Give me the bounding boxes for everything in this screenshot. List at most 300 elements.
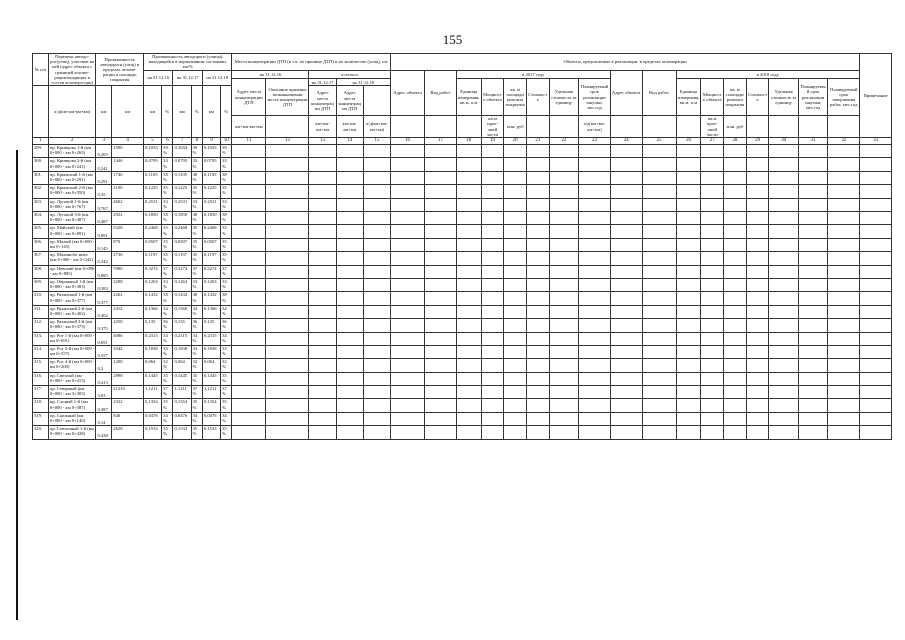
empty-cell: [724, 359, 747, 372]
empty-cell: [860, 225, 892, 238]
empty-cell: [425, 252, 457, 265]
column-number: 19: [481, 138, 504, 145]
cell-len: 1590: [112, 145, 144, 158]
header-ostalos: осталось: [309, 70, 391, 79]
header-km-1: км: [96, 86, 112, 138]
empty-cell: [425, 332, 457, 345]
cell-name: пр. Невский (км 0+000 - км 0+885): [48, 265, 96, 278]
empty-cell: [769, 412, 798, 425]
empty-cell: [798, 198, 827, 211]
empty-cell: [579, 171, 611, 184]
header-sub-2016: на 31.12.16: [232, 70, 309, 79]
empty-cell: [676, 305, 701, 318]
cell-p16: 35%: [162, 225, 173, 238]
empty-cell: [336, 185, 363, 198]
empty-cell: [266, 211, 309, 224]
empty-cell: [456, 332, 481, 345]
empty-cell: [724, 319, 747, 332]
cell-k18: 0,0507: [202, 238, 220, 251]
empty-cell: [610, 185, 642, 198]
cell-p18: 35%: [221, 225, 232, 238]
cell-p16: 38%: [162, 211, 173, 224]
column-number: 10: [221, 138, 232, 145]
cell-kod: 0,691: [96, 332, 112, 345]
table-row: [33, 171, 892, 184]
empty-cell: [860, 185, 892, 198]
cell-p17: 34%: [191, 332, 202, 345]
empty-cell: [579, 225, 611, 238]
empty-cell: [746, 345, 769, 358]
header-reason-conc: Описание причины возникновения места концентрации ДТП: [266, 79, 309, 116]
table-row: [33, 158, 892, 171]
empty-cell: [769, 211, 798, 224]
empty-cell: [456, 252, 481, 265]
header-pt-empty: [549, 116, 578, 138]
empty-cell: [266, 171, 309, 184]
table-container: [32, 53, 892, 613]
empty-cell: [579, 386, 611, 399]
cell-kod: 0,145: [96, 238, 112, 251]
cell-len: 2250: [112, 319, 144, 332]
empty-cell: [701, 158, 724, 171]
empty-cell: [798, 238, 827, 251]
empty-cell: [391, 278, 425, 291]
cell-k18: 0,1105: [202, 171, 220, 184]
empty-cell: [391, 332, 425, 345]
cell-p16: 33%: [162, 278, 173, 291]
empty-cell: [363, 412, 390, 425]
column-number: 26: [676, 138, 701, 145]
cell-k17: 0,1366: [173, 305, 191, 318]
empty-cell: [456, 185, 481, 198]
empty-cell: [363, 145, 390, 158]
empty-cell: [746, 198, 769, 211]
empty-cell: [504, 225, 527, 238]
empty-cell: [610, 332, 642, 345]
empty-cell: [549, 386, 578, 399]
empty-cell: [798, 211, 827, 224]
empty-cell: [860, 145, 892, 158]
column-number: 16: [391, 138, 425, 145]
column-number: 6: [162, 138, 173, 145]
empty-cell: [425, 292, 457, 305]
cell-kod: 0,241: [96, 158, 112, 171]
empty-cell: [336, 399, 363, 412]
header-unit-2018: Единица измерения, кв.м, п.м: [676, 79, 701, 116]
column-number: 21: [526, 138, 549, 145]
header-length: Протяженность автодороги (улиц) в пределах агломе-рации и площадь покрытия: [96, 54, 144, 86]
empty-cell: [724, 278, 747, 291]
cell-k17: 0,1263: [173, 278, 191, 291]
cell-k17: 0,2531: [173, 198, 191, 211]
cell-p17: 33%: [191, 158, 202, 171]
header-addr-18: Адрес места концентрации ДТП: [336, 86, 363, 116]
table-row: [33, 359, 892, 372]
cell-p17: 35%: [191, 225, 202, 238]
empty-cell: [425, 185, 457, 198]
empty-cell: [769, 265, 798, 278]
empty-cell: [309, 332, 336, 345]
empty-cell: [456, 345, 481, 358]
empty-cell: [526, 171, 549, 184]
cell-name: пр. Майский (км 0+000 - км 0+891): [48, 225, 96, 238]
empty-cell: [232, 265, 266, 278]
cell-kod: 0,375: [96, 319, 112, 332]
header-uc-empty: [526, 116, 549, 138]
cell-p17: 35%: [191, 426, 202, 439]
empty-cell: [266, 252, 309, 265]
header-plan-term2-2018: Планируемый срок завершения работ, мес.год: [828, 79, 860, 116]
cell-k16: 0,1354: [144, 399, 162, 412]
empty-cell: [579, 305, 611, 318]
cell-n: 313.: [33, 332, 49, 345]
empty-cell: [746, 332, 769, 345]
column-number: 31: [798, 138, 827, 145]
empty-cell: [610, 372, 642, 385]
empty-cell: [232, 145, 266, 158]
empty-cell: [336, 145, 363, 158]
cell-name: пр. Рот 4-й (км 0+000 - км 0+200): [48, 359, 96, 372]
empty-cell: [828, 238, 860, 251]
cell-len: 4086: [112, 332, 144, 345]
empty-cell: [860, 171, 892, 184]
cell-len: 5328: [112, 225, 144, 238]
empty-cell: [481, 145, 504, 158]
empty-cell: [526, 359, 549, 372]
empty-cell: [504, 238, 527, 251]
empty-cell: [232, 319, 266, 332]
cell-name: пр. Рязанский 2-й (км 0+000 - км 0+402): [48, 305, 96, 318]
empty-cell: [746, 265, 769, 278]
cell-kod: 0,767: [96, 198, 112, 211]
empty-cell: [456, 292, 481, 305]
table-row: [33, 412, 892, 425]
empty-cell: [391, 399, 425, 412]
empty-cell: [579, 252, 611, 265]
cell-name: пр. Снежный (км 0+000 - км 0+140): [48, 412, 96, 425]
empty-cell: [336, 238, 363, 251]
cell-kod: 0,14: [96, 412, 112, 425]
cell-k17: 0,1838: [173, 345, 191, 358]
empty-cell: [266, 412, 309, 425]
empty-cell: [456, 225, 481, 238]
empty-cell: [701, 292, 724, 305]
cell-name: пр. Овражный 1-й (км 0+000 - км 0+383): [48, 278, 96, 291]
cell-k17: 0,1533: [173, 426, 191, 439]
empty-cell: [425, 198, 457, 211]
empty-cell: [549, 171, 578, 184]
cell-k18: 0,1533: [202, 426, 220, 439]
cell-p16: 35%: [162, 252, 173, 265]
cell-kod: 0,885: [96, 265, 112, 278]
empty-cell: [391, 145, 425, 158]
empty-cell: [336, 198, 363, 211]
empty-cell: [769, 292, 798, 305]
cell-kod: 0,387: [96, 399, 112, 412]
empty-cell: [363, 372, 390, 385]
cell-p17: 38%: [191, 171, 202, 184]
header-works-2017: Вид работ: [425, 70, 457, 116]
cell-kod: 0,2: [96, 359, 112, 372]
column-number: 29: [746, 138, 769, 145]
empty-cell: [266, 372, 309, 385]
empty-cell: [701, 278, 724, 291]
empty-cell: [724, 145, 747, 158]
empty-cell: [391, 426, 425, 439]
empty-cell: [676, 211, 701, 224]
empty-cell: [769, 345, 798, 358]
empty-cell: [724, 412, 747, 425]
empty-cell: [642, 305, 676, 318]
empty-cell: [828, 386, 860, 399]
empty-cell: [642, 185, 676, 198]
empty-cell: [549, 198, 578, 211]
header-addr-obj-2018: Адрес объекта: [610, 70, 642, 116]
empty-cell: [266, 198, 309, 211]
empty-cell: [232, 305, 266, 318]
empty-cell: [860, 292, 892, 305]
empty-cell: [610, 386, 642, 399]
column-number: 3: [96, 138, 112, 145]
header-km-kmkm: км+км-км+км: [232, 116, 266, 138]
empty-cell: [425, 426, 457, 439]
empty-cell: [676, 386, 701, 399]
cell-len: 7080: [112, 265, 144, 278]
empty-cell: [526, 265, 549, 278]
empty-cell: [309, 211, 336, 224]
empty-cell: [363, 171, 390, 184]
empty-cell: [481, 171, 504, 184]
empty-cell: [828, 225, 860, 238]
cell-len: 21210: [112, 386, 144, 399]
empty-cell: [504, 345, 527, 358]
empty-cell: [724, 171, 747, 184]
cell-n: 316.: [33, 372, 49, 385]
empty-cell: [642, 211, 676, 224]
empty-cell: [232, 198, 266, 211]
empty-cell: [526, 225, 549, 238]
cell-p17: 35%: [191, 185, 202, 198]
cell-p16: 38%: [162, 292, 173, 305]
empty-cell: [363, 386, 390, 399]
cell-n: 315.: [33, 359, 49, 372]
empty-cell: [746, 319, 769, 332]
empty-cell: [676, 198, 701, 211]
empty-cell: [746, 185, 769, 198]
empty-cell: [481, 158, 504, 171]
cell-n: 300.: [33, 158, 49, 171]
empty-cell: [425, 278, 457, 291]
empty-cell: [481, 252, 504, 265]
empty-cell: [769, 238, 798, 251]
cell-kod: 0,557: [96, 345, 112, 358]
empty-cell: [363, 332, 390, 345]
cell-k18: 0,1366: [202, 305, 220, 318]
header-sub-2017: на 31.12.17: [309, 79, 336, 86]
table-row: [33, 238, 892, 251]
cell-len: 840: [112, 412, 144, 425]
cell-k17: 0,1432: [173, 292, 191, 305]
empty-cell: [266, 145, 309, 158]
empty-cell: [232, 185, 266, 198]
empty-cell: [610, 265, 642, 278]
empty-cell: [266, 345, 309, 358]
empty-cell: [266, 225, 309, 238]
empty-cell: [676, 345, 701, 358]
empty-cell: [504, 332, 527, 345]
cell-name: пр. Совхозный 1-й (км 0+000 - км 0+438): [48, 426, 96, 439]
empty-cell: [798, 412, 827, 425]
empty-cell: [456, 372, 481, 385]
empty-cell: [549, 252, 578, 265]
empty-cell: [746, 171, 769, 184]
empty-cell: [701, 265, 724, 278]
cell-k18: 0,064: [202, 359, 220, 372]
empty-cell: [232, 292, 266, 305]
empty-cell: [391, 386, 425, 399]
empty-cell: [232, 332, 266, 345]
empty-cell: [363, 158, 390, 171]
empty-cell: [724, 332, 747, 345]
empty-cell: [266, 265, 309, 278]
header-area-2017: кв. м площади ремонта покрытия: [504, 79, 527, 116]
empty-cell: [309, 252, 336, 265]
cell-k16: 0,1366: [144, 305, 162, 318]
table-body: [33, 145, 892, 440]
empty-cell: [724, 211, 747, 224]
empty-cell: [676, 278, 701, 291]
empty-cell: [504, 185, 527, 198]
empty-cell: [266, 426, 309, 439]
empty-cell: [610, 305, 642, 318]
empty-cell: [642, 359, 676, 372]
header-works-2018: Вид работ: [642, 70, 676, 116]
empty-cell: [769, 386, 798, 399]
empty-cell: [336, 386, 363, 399]
empty-cell: [610, 412, 642, 425]
empty-cell: [579, 198, 611, 211]
empty-cell: [526, 278, 549, 291]
empty-cell: [336, 305, 363, 318]
header-km-18: км: [202, 86, 220, 138]
cell-k16: 0,1445: [144, 372, 162, 385]
cell-k17: 0,2468: [173, 225, 191, 238]
cell-len: 870: [112, 238, 144, 251]
empty-cell: [860, 332, 892, 345]
column-number: 28: [724, 138, 747, 145]
cell-len: 2100: [112, 185, 144, 198]
column-number: 9: [202, 138, 220, 145]
empty-cell: [798, 372, 827, 385]
cell-p16: 33%: [162, 345, 173, 358]
cell-p18: 33%: [221, 345, 232, 358]
empty-cell: [769, 332, 798, 345]
empty-cell: [701, 305, 724, 318]
cell-p17: 38%: [191, 211, 202, 224]
header-km-16: км: [144, 86, 162, 138]
empty-cell: [642, 278, 676, 291]
empty-cell: [701, 332, 724, 345]
cell-k17: 0,1850: [173, 211, 191, 224]
empty-cell: [309, 305, 336, 318]
empty-cell: [676, 158, 701, 171]
cell-p18: 37%: [221, 386, 232, 399]
empty-cell: [579, 292, 611, 305]
cell-k18: 0,1445: [202, 372, 220, 385]
table-row: [33, 265, 892, 278]
empty-cell: [860, 372, 892, 385]
empty-cell: [549, 292, 578, 305]
empty-cell: [425, 412, 457, 425]
header-note: Примечание: [860, 54, 892, 138]
table-row: [33, 252, 892, 265]
header-date-2018: на 31.12.18: [202, 70, 232, 86]
empty-cell: [456, 158, 481, 171]
empty-cell: [642, 319, 676, 332]
cell-k16: 0,1105: [144, 171, 162, 184]
empty-cell: [363, 399, 390, 412]
empty-cell: [425, 211, 457, 224]
empty-cell: [642, 292, 676, 305]
empty-cell: [549, 145, 578, 158]
empty-cell: [701, 171, 724, 184]
empty-cell: [549, 332, 578, 345]
empty-cell: [481, 198, 504, 211]
empty-cell: [456, 412, 481, 425]
empty-cell: [232, 158, 266, 171]
column-number: 18: [456, 138, 481, 145]
empty-cell: [676, 252, 701, 265]
cell-n: 311.: [33, 305, 49, 318]
cell-k18: 0,2468: [202, 225, 220, 238]
column-number: 12: [266, 138, 309, 145]
cell-p18: 35%: [221, 252, 232, 265]
cell-n: 318.: [33, 399, 49, 412]
empty-cell: [336, 412, 363, 425]
cell-kod: 0,342: [96, 252, 112, 265]
column-number: 11: [232, 138, 266, 145]
header-addr-obj: Адрес объекта: [391, 70, 425, 116]
empty-cell: [391, 345, 425, 358]
table-row: [33, 386, 892, 399]
cell-k18: 0,135: [202, 319, 220, 332]
empty-cell: [769, 278, 798, 291]
empty-cell: [549, 265, 578, 278]
empty-cell: [828, 426, 860, 439]
cell-kod: 0,383: [96, 278, 112, 291]
empty-cell: [642, 198, 676, 211]
empty-cell: [860, 198, 892, 211]
empty-cell: [363, 211, 390, 224]
empty-cell: [610, 399, 642, 412]
empty-cell: [798, 426, 827, 439]
empty-cell: [746, 158, 769, 171]
empty-cell: [642, 372, 676, 385]
empty-cell: [266, 319, 309, 332]
empty-cell: [336, 345, 363, 358]
cell-p18: 32%: [221, 359, 232, 372]
empty-cell: [746, 252, 769, 265]
empty-cell: [746, 386, 769, 399]
binding-margin-line: [16, 150, 18, 620]
column-number: 30: [769, 138, 798, 145]
empty-cell: [391, 359, 425, 372]
empty-cell: [526, 412, 549, 425]
empty-cell: [798, 332, 827, 345]
empty-cell: [579, 145, 611, 158]
empty-cell: [828, 211, 860, 224]
empty-cell: [676, 332, 701, 345]
